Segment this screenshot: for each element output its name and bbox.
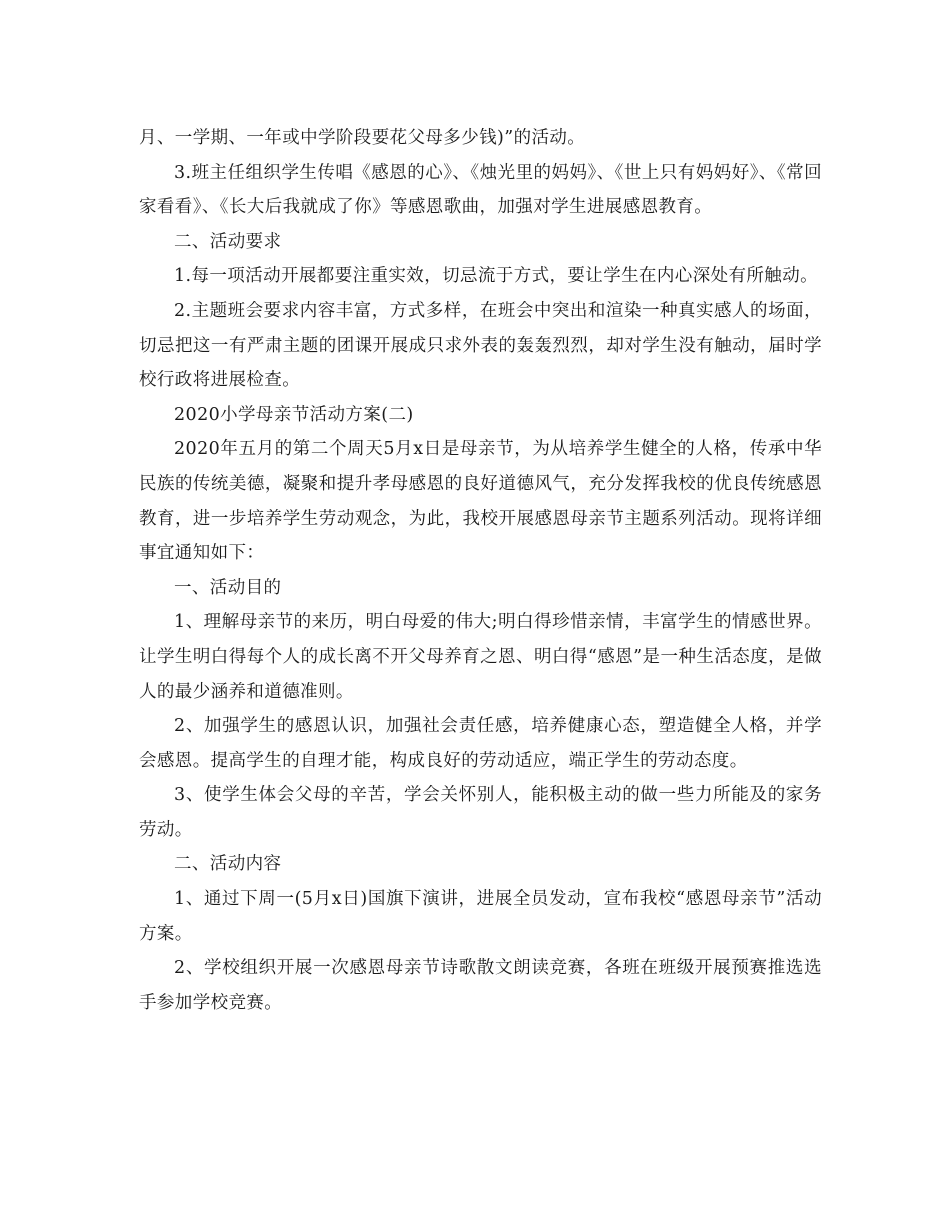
paragraph-goal-2: 2、加强学生的感恩认识，加强社会责任感，培养健康心态，塑造健全人格，并学会感恩。提高学生的自理才能，构成良好的劳动适应，端正学生的劳动态度。 [139, 716, 822, 771]
section-heading-content: 二、活动内容 [174, 854, 282, 875]
plan-title: 2020小学母亲节活动方案(二) [174, 404, 414, 425]
paragraph-goal-1: 1、理解母亲节的来历，明白母爱的伟大;明白得珍惜亲情，丰富学生的情感世界。让学生明白得每个人的成长离不开父母养育之恩、明白得“感恩”是一种生活态度，是做人的最少涵养和道德准则。 [139, 612, 822, 702]
paragraph-requirement-1: 1.每一项活动开展都要注重实效，切忌流于方式，要让学生在内心深处有所触动。 [174, 266, 818, 287]
paragraph-goal-3: 3、使学生体会父母的辛苦，学会关怀别人，能积极主动的做一些力所能及的家务劳动。 [139, 785, 822, 840]
paragraph-songs: 3.班主任组织学生传唱《感恩的心》、《烛光里的妈妈》、《世上只有妈妈好》、《常回家看看》、《长大后我就成了你》等感恩歌曲，加强对学生进展感恩教育。 [139, 162, 822, 218]
paragraph-content-2: 2、学校组织开展一次感恩母亲节诗歌散文朗读竞赛，各班在班级开展预赛推选选手参加学校竞赛。 [139, 958, 822, 1013]
document-body [139, 121, 822, 1020]
paragraph-intro: 2020年五月的第二个周天5月x日是母亲节，为从培养学生健全的人格，传承中华民族的传统美德，凝聚和提升孝母感恩的良好道德风气，充分发挥我校的优良传统感恩教育，进一步培养学生劳动观念，为此，我校开展感恩母亲节主题系列活动。现将详细事宜通知如下： [139, 439, 822, 564]
section-heading-goals: 一、活动目的 [174, 577, 282, 598]
section-heading-requirements: 二、活动要求 [174, 231, 282, 252]
paragraph-requirement-2: 2.主题班会要求内容丰富，方式多样，在班会中突出和渲染一种真实感人的场面，切忌把这一有严肃主题的团课开展成只求外表的轰轰烈烈，却对学生没有触动，届时学校行政将进展检查。 [139, 300, 822, 391]
paragraph-continuation: 月、一学期、一年或中学阶段要花父母多少钱)”的活动。 [139, 128, 586, 148]
paragraph-content-1: 1、通过下周一(5月x日)国旗下演讲，进展全员发动，宣布我校“感恩母亲节”活动方案。 [139, 889, 822, 944]
